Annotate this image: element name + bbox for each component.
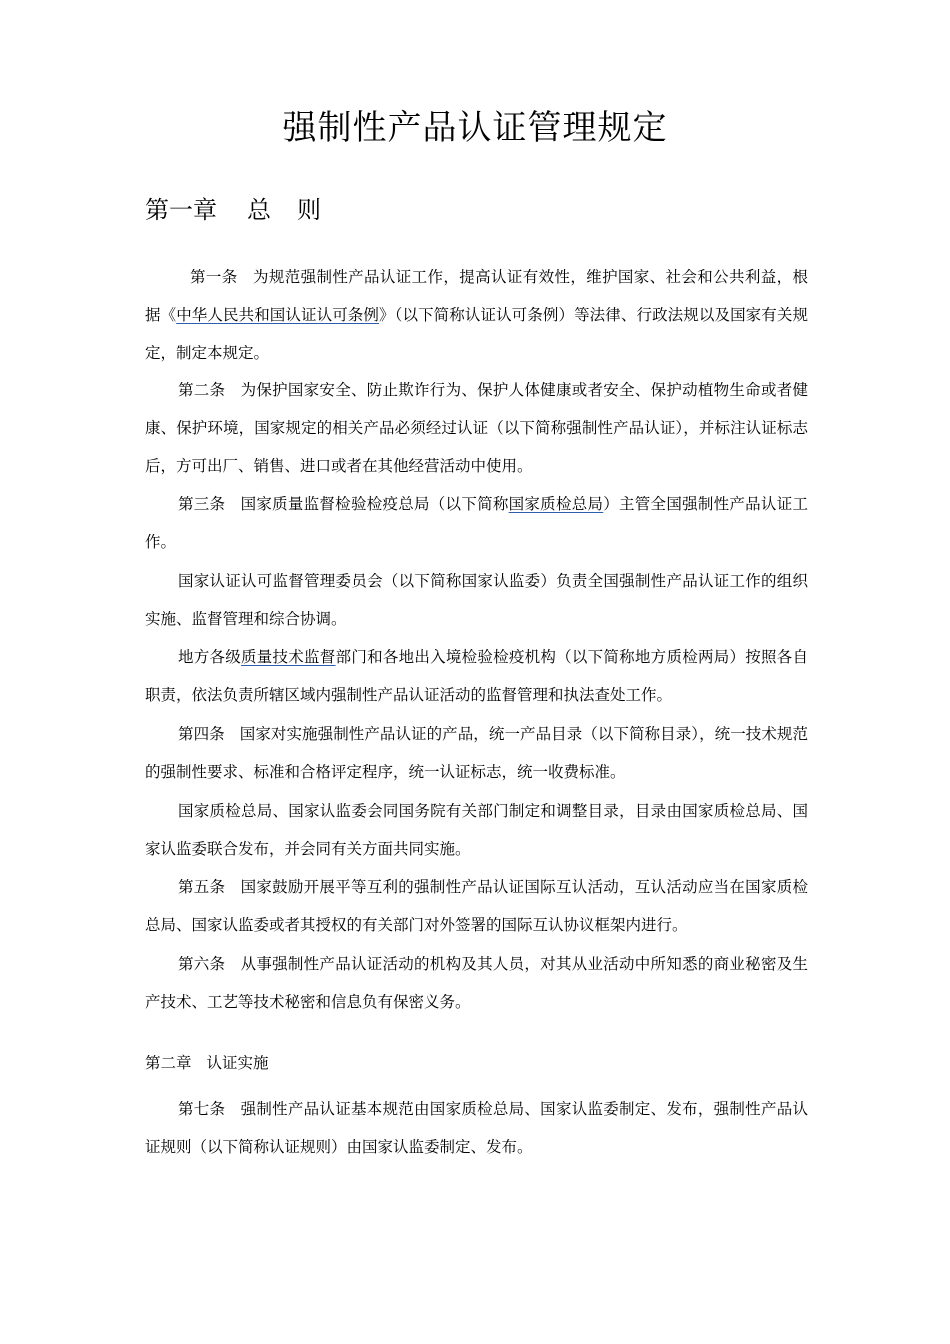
chapter-1-label: 第一章 bbox=[145, 196, 217, 224]
chapter-1-heading bbox=[145, 190, 321, 225]
article-6-text: 从事强制性产品认证活动的机构及其人员，对其从业活动中所知悉的商业秘密及生产技术、工艺等技术秘密和信息负有保密义务。 bbox=[145, 955, 808, 1011]
article-5 bbox=[145, 868, 808, 944]
article-2 bbox=[145, 371, 808, 485]
article-4-text: 国家对实施强制性产品认证的产品，统一产品目录（以下简称目录），统一技术规范的强制性要求、标准和合格评定程序，统一认证标志，统一收费标准。 bbox=[145, 725, 808, 781]
article-7-number: 第七条 bbox=[178, 1100, 226, 1118]
article-2-text: 为保护国家安全、防止欺诈行为、保护人体健康或者安全、保护动植物生命或者健康、保护环境，国家规定的相关产品必须经过认证（以下简称强制性产品认证），并标注认证标志后，方可出厂、销售、进口或者在其他经营活动中使用。 bbox=[145, 381, 808, 475]
document-title: 强制性产品认证管理规定 bbox=[282, 108, 668, 148]
article-3-text-a: 国家质量监督检验检疫总局（以下简称 bbox=[240, 495, 509, 513]
article-4-paragraph-2: 国家质检总局、国家认监委会同国务院有关部门制定和调整目录，目录由国家质检总局、国家认监委联合发布，并会同有关方面共同实施。 bbox=[145, 802, 808, 858]
article-3-paragraph-3 bbox=[145, 638, 808, 714]
article-3 bbox=[145, 485, 808, 561]
article-5-text: 国家鼓励开展平等互利的强制性产品认证国际互认活动，互认活动应当在国家质检总局、国家认监委或者其授权的有关部门对外签署的国际互认协议框架内进行。 bbox=[145, 878, 808, 934]
chapter-2-heading bbox=[145, 1048, 269, 1078]
regulation-link[interactable]: 中华人民共和国认证认可条例 bbox=[176, 306, 380, 324]
article-3-text-b: ）主管全国强制性产品认证工作。 bbox=[145, 495, 808, 551]
chapter-2-label: 第二章 bbox=[145, 1054, 192, 1072]
article-3-p3-text-a: 地方各级 bbox=[178, 648, 242, 666]
article-4-number: 第四条 bbox=[178, 725, 225, 743]
article-4 bbox=[145, 715, 808, 791]
article-2-number: 第二条 bbox=[178, 381, 226, 399]
article-6 bbox=[145, 945, 808, 1021]
article-5-number: 第五条 bbox=[178, 878, 226, 896]
aqsiq-link[interactable]: 国家质检总局 bbox=[508, 495, 604, 513]
article-1-number: 第一条 bbox=[190, 268, 238, 286]
article-1 bbox=[145, 258, 808, 372]
article-7 bbox=[145, 1090, 808, 1166]
chapter-1-name-a: 总 bbox=[247, 196, 271, 224]
chapter-2-name: 认证实施 bbox=[206, 1054, 269, 1072]
article-3-p3-text-b: 部门和各地出入境检验检疫机构（以下简称地方质检两局）按照各自职责，依法负责所辖区域内强制性产品认证活动的监督管理和执法查处工作。 bbox=[145, 648, 808, 704]
article-7-text: 强制性产品认证基本规范由国家质检总局、国家认监委制定、发布，强制性产品认证规则（以下简称认证规则）由国家认监委制定、发布。 bbox=[145, 1100, 808, 1156]
chapter-1-name-b: 则 bbox=[297, 196, 321, 224]
article-6-number: 第六条 bbox=[178, 955, 226, 973]
article-3-paragraph-2: 国家认证认可监督管理委员会（以下简称国家认监委）负责全国强制性产品认证工作的组织实施、监督管理和综合协调。 bbox=[145, 572, 808, 628]
quality-supervision-link[interactable]: 质量技术监督 bbox=[241, 648, 336, 666]
article-1-text-a: 为规范强制性产品认证工作，提高认证有效性，维护国家、社会和公共利益，根据《 bbox=[145, 268, 808, 324]
article-3-number: 第三条 bbox=[178, 495, 226, 513]
article-1-text-b: 》（以下简称认证认可条例）等法律、行政法规以及国家有关规定，制定本规定。 bbox=[145, 306, 808, 362]
